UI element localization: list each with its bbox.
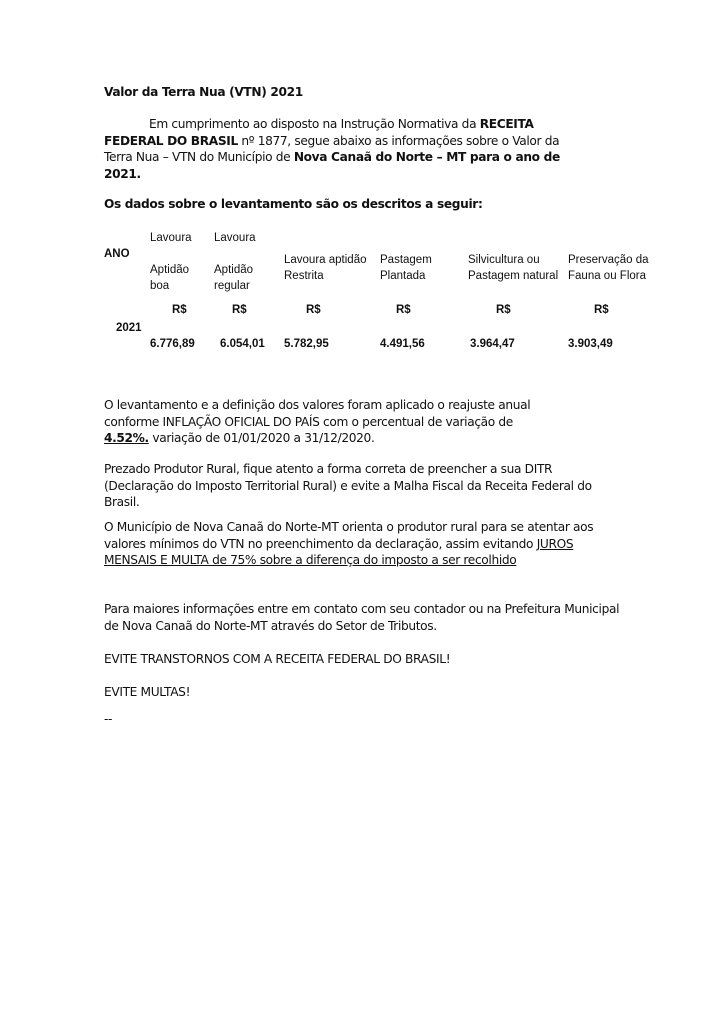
- intro-bold-municipio: Nova Canaã do Norte – MT para o ano de 2021.: [104, 150, 560, 181]
- paragraph-informacoes: Para maiores informações entre em contato com seu contador ou na Prefeitura Municipal de Nova Canaã do Norte-MT através do Setor de Tributos.: [104, 602, 620, 633]
- reajuste-text: O levantamento e a definição dos valores foram aplicado o reajuste anual conforme INFLAÇÃO OFICIAL DO PAÍS com o percentual de variação de: [104, 398, 531, 429]
- municipio-text: O Município de Nova Canaã do Norte-MT orienta o produtor rural para se atentar aos valores mínimos do VTN no preenchimento da declaração, assim evitando: [104, 520, 594, 551]
- intro-bold-receita: RECEITA FEDERAL DO BRASIL: [104, 117, 534, 148]
- currency-label: R$: [306, 304, 321, 316]
- intro-text-2: nº 1877, segue abaixo as informações sobre o Valor da Terra Nua – VTN do Município de: [104, 133, 560, 164]
- value-lavoura-regular: 6.054,01: [220, 338, 265, 350]
- paragraph-evite-transtornos: EVITE TRANSTORNOS COM A RECEITA FEDERAL DO BRASIL!: [104, 652, 451, 666]
- value-silvicultura: 3.964,47: [470, 338, 515, 350]
- intro-text-1: Em cumprimento ao disposto na Instrução Normativa da: [149, 117, 480, 131]
- paragraph-produtor: Prezado Produtor Rural, fique atento a forma correta de preencher a sua DITR (Declaração do Imposto Territorial Rural) e evite a Malha Fiscal da Receita Federal do Brasil.: [104, 462, 592, 509]
- col-header-lavoura-boa-1: Lavoura: [150, 232, 192, 244]
- currency-label: R$: [594, 304, 609, 316]
- currency-label: R$: [232, 304, 247, 316]
- table-subtitle: Os dados sobre o levantamento são os descritos a seguir:: [104, 197, 483, 211]
- col-header-lavoura-restrita-1: Lavoura aptidão: [284, 254, 367, 266]
- juros-multa-warning: JUROS MENSAIS E MULTA de 75% sobre a diferença do imposto a ser recolhido: [104, 536, 574, 567]
- document-title: Valor da Terra Nua (VTN) 2021: [104, 85, 303, 99]
- percentual-value: 4.52%.: [104, 431, 149, 445]
- col-header-lavoura-boa-3: boa: [150, 280, 170, 292]
- col-header-lavoura-regular-2: Aptidão: [214, 264, 254, 276]
- paragraph-evite-multas: EVITE MULTAS!: [104, 685, 191, 699]
- col-header-preservacao-1: Preservação da: [568, 254, 649, 266]
- signature-separator: --: [104, 712, 113, 726]
- col-header-lavoura-regular-3: regular: [214, 280, 250, 292]
- col-header-lavoura-restrita-2: Restrita: [284, 270, 324, 282]
- col-header-pastagem-2: Plantada: [380, 270, 426, 282]
- currency-label: R$: [396, 304, 411, 316]
- ano-header: ANO: [104, 248, 130, 260]
- currency-label: R$: [172, 304, 187, 316]
- col-header-lavoura-regular-1: Lavoura: [214, 232, 256, 244]
- paragraph-reajuste: [104, 397, 544, 447]
- col-header-lavoura-boa-2: Aptidão: [150, 264, 190, 276]
- col-header-preservacao-2: Fauna ou Flora: [568, 270, 646, 282]
- year-cell: 2021: [116, 322, 142, 334]
- col-header-pastagem-1: Pastagem: [380, 254, 432, 266]
- value-preservacao: 3.903,49: [568, 338, 613, 350]
- vtn-table: [104, 226, 664, 356]
- currency-label: R$: [496, 304, 511, 316]
- col-header-silvicultura-1: Silvicultura ou: [468, 254, 540, 266]
- intro-paragraph: [104, 116, 574, 182]
- periodo-text: variação de 01/01/2020 a 31/12/2020.: [148, 431, 375, 445]
- value-lavoura-boa: 6.776,89: [150, 338, 195, 350]
- col-header-silvicultura-2: Pastagem natural: [468, 270, 559, 282]
- paragraph-municipio: [104, 519, 624, 569]
- value-pastagem-plantada: 4.491,56: [380, 338, 425, 350]
- value-lavoura-restrita: 5.782,95: [284, 338, 329, 350]
